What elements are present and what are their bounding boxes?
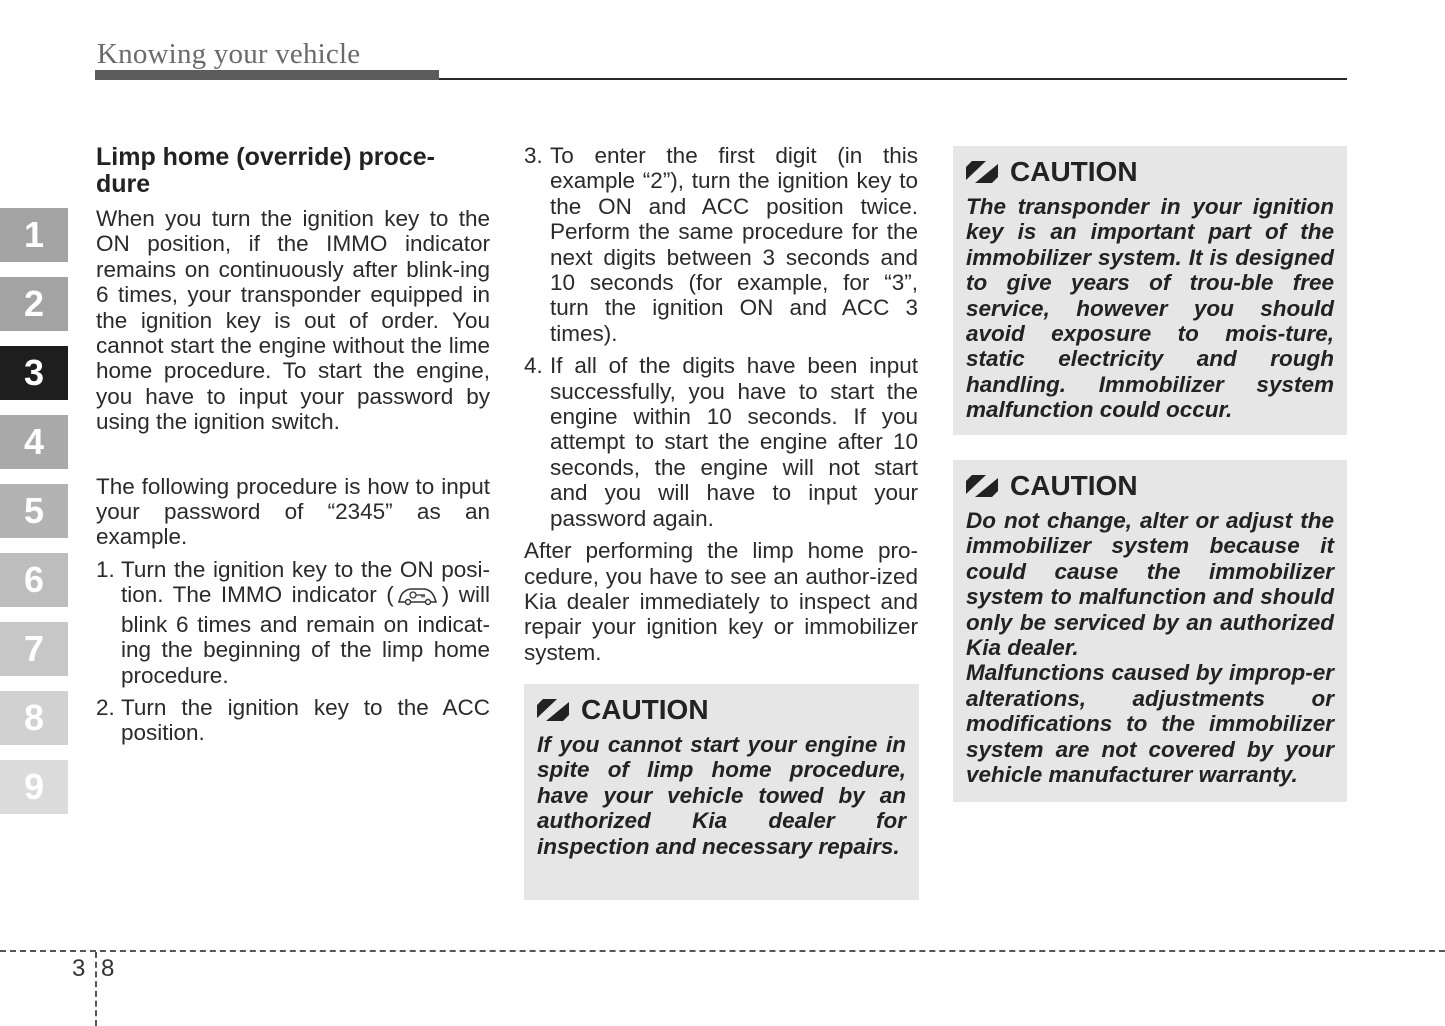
step-1-text-start: Turn the ignition key to the ON posi-tion. The IMMO indicator ( [121,556,490,608]
step-3 [524,143,918,346]
step-number: 3. [524,143,550,168]
chapter-tabs [0,208,68,829]
caution-box-alteration [953,460,1347,802]
step-4 [524,353,918,531]
page-number: 8 [101,955,115,982]
step-2 [96,695,490,746]
header-rule [439,78,1347,80]
caution-title: CAUTION [1010,156,1138,187]
caution-stripe-icon [537,699,569,721]
chapter-tab-7[interactable]: 7 [0,622,68,676]
caution-title: CAUTION [581,694,709,725]
caution-text: Do not change, alter or adjust the immobilizer system because it could cause the immobilizer system to malfunction and should only be serviced by an authorized Kia dealer. [966,508,1334,661]
footer-dashed-rule [0,950,1445,952]
caution-box-transponder [953,146,1347,435]
caution-box-limp-home [524,684,919,900]
column-1 [96,144,490,746]
immobilizer-car-key-icon [396,584,440,611]
intro-paragraph: When you turn the ignition key to the ON position, if the IMMO indicator remains on continuously after blink-ing 6 times, your transponder equipped in the ignition key is out of order. You cannot start the engine without the lime home procedure. To start the engine, you have to input your password by using the ignition switch. [96,206,490,435]
footer-page-divider [95,952,97,1026]
section-header-title: Knowing your vehicle [97,38,361,70]
chapter-tab-4[interactable]: 4 [0,415,68,469]
chapter-number: 3 [72,955,86,982]
step-4-text: If all of the digits have been input successfully, you have to start the engine within 10 seconds. If you attempt to start the engine after 10 seconds, the engine will not start and you will have to input your password again. [550,353,918,531]
chapter-tab-2[interactable]: 2 [0,277,68,331]
step-1-text-end: ) will blink 6 times and remain on indicat-ing the beginning of the limp home procedure. [121,582,490,688]
step-3-text: To enter the first digit (in this example “2”), turn the ignition key to the ON and ACC position twice. Perform the same procedure for the next digits between 3 seconds and 10 seconds (for example, for “3”, turn the ignition ON and ACC 3 times). [550,143,918,346]
step-number: 1. [96,556,122,582]
procedure-intro: The following procedure is how to input your password of “2345” as an example. [96,473,490,550]
chapter-tab-6[interactable]: 6 [0,553,68,607]
caution-stripe-icon [966,161,998,183]
section-heading: Limp home (override) proce- dure [96,143,435,198]
chapter-tab-5[interactable]: 5 [0,484,68,538]
caution-text-continued: Malfunctions caused by improp-er alterations, adjustments or modifications to the immobilizer system are not covered by your vehicle manufacturer warranty. [966,660,1334,788]
chapter-tab-1[interactable]: 1 [0,208,68,262]
column-2 [524,143,918,665]
caution-stripe-icon [966,475,998,497]
caution-text: The transponder in your ignition key is an important part of the immobilizer system. It is designed to give years of trou-ble free service, however you should avoid exposure to mois-ture, static electricity and rough handling. Immobilizer system malfunction could occur. [966,194,1334,423]
caution-text: If you cannot start your engine in spite of limp home procedure, have your vehicle towed by an authorized Kia dealer for inspection and necessary repairs. [537,732,906,859]
caution-title: CAUTION [1010,470,1138,501]
chapter-tab-8[interactable]: 8 [0,691,68,745]
step-number: 4. [524,353,550,379]
step-2-text: Turn the ignition key to the ACC position. [121,694,490,746]
step-number: 2. [96,694,122,720]
step-1 [96,557,490,688]
after-procedure-paragraph: After performing the limp home pro-cedure, you have to see an author-ized Kia dealer immediately to inspect and repair your ignition key or immobilizer system. [524,538,918,665]
header-bar [95,70,439,80]
chapter-tab-3[interactable]: 3 [0,346,68,400]
chapter-tab-9[interactable]: 9 [0,760,68,814]
